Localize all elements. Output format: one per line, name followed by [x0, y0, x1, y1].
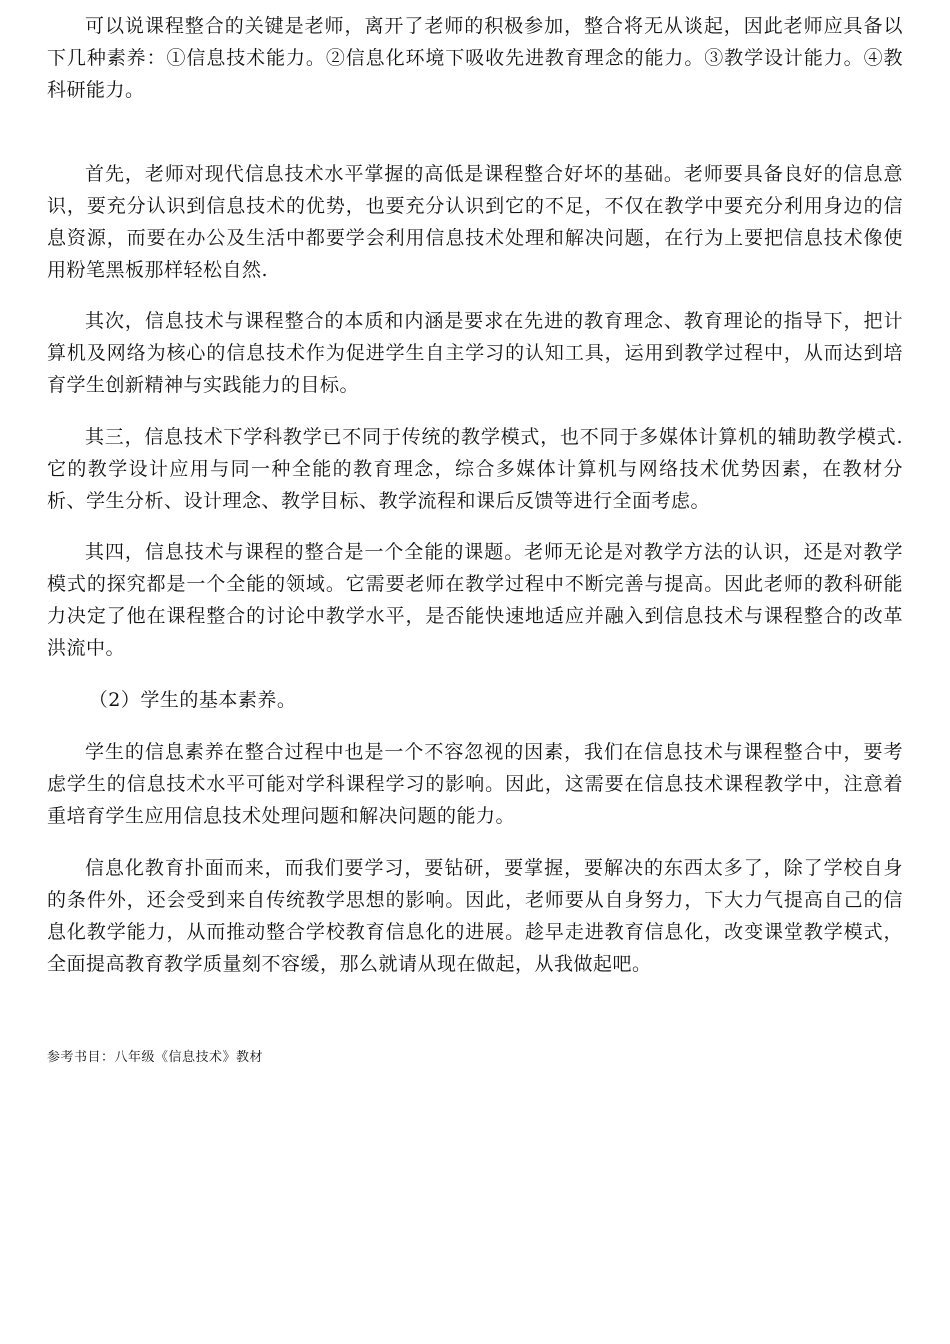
- paragraph-student-literacy: 学生的信息素养在整合过程中也是一个不容忽视的因素，我们在信息技术与课程整合中，要考虑学生的信息技术水平可能对学科课程学习的影响。因此，这需要在信息技术课程教学中，注意着重培育学生应用信息技术处理问题和解决问题的能力。: [47, 741, 903, 827]
- paragraph-fourth: 其四，信息技术与课程的整合是一个全能的课题。老师无论是对教学方法的认识，还是对教学模式的探究都是一个全能的领域。它需要老师在教学过程中不断完善与提高。因此老师的教科研能力决定了他在课程整合的讨论中教学水平，是否能快速地适应并融入到信息技术与课程整合的改革洪流中。: [47, 541, 903, 659]
- paragraph-third: 其三，信息技术下学科教学已不同于传统的教学模式，也不同于多媒体计算机的辅助教学模式.它的教学设计应用与同一种全能的教育理念，综合多媒体计算机与网络技术优势因素，在教材分析、学生分析、设计理念、教学目标、教学流程和课后反馈等进行全面考虑。: [47, 426, 903, 512]
- paragraph-conclusion: 信息化教育扑面而来，而我们要学习，要钻研，要掌握，要解决的东西太多了，除了学校自身的条件外，还会受到来自传统教学思想的影响。因此，老师要从自身努力，下大力气提高自己的信息化教学能力，从而推动整合学校教育信息化的进展。趁早走进教育信息化，改变课堂教学模式，全面提高教育教学质量刻不容缓，那么就请从现在做起，从我做起吧。: [47, 857, 903, 975]
- reference-note: 参考书目：八年级《信息技术》教材: [47, 1050, 264, 1065]
- paragraph-first: 首先，老师对现代信息技术水平掌握的高低是课程整合好坏的基础。老师要具备良好的信息意识，要充分认识到信息技术的优势，也要充分认识到它的不足，不仅在教学中要充分利用身边的信息资源，而要在办公及生活中都要学会利用信息技术处理和解决问题，在行为上要把信息技术像使用粉笔黑板那样轻松自然.: [47, 163, 903, 281]
- section-heading-student-literacy: （2）学生的基本素养。: [88, 689, 297, 711]
- paragraph-second: 其次，信息技术与课程整合的本质和内涵是要求在先进的教育理念、教育理论的指导下，把计算机及网络为核心的信息技术作为促进学生自主学习的认知工具，运用到教学过程中，从而达到培育学生创新精神与实践能力的目标。: [47, 310, 903, 396]
- paragraph-teacher-qualities: 可以说课程整合的关键是老师，离开了老师的积极参加，整合将无从谈起，因此老师应具备以下几种素养：①信息技术能力。②信息化环境下吸收先进教育理念的能力。③教学设计能力。④教科研能力。: [47, 15, 903, 101]
